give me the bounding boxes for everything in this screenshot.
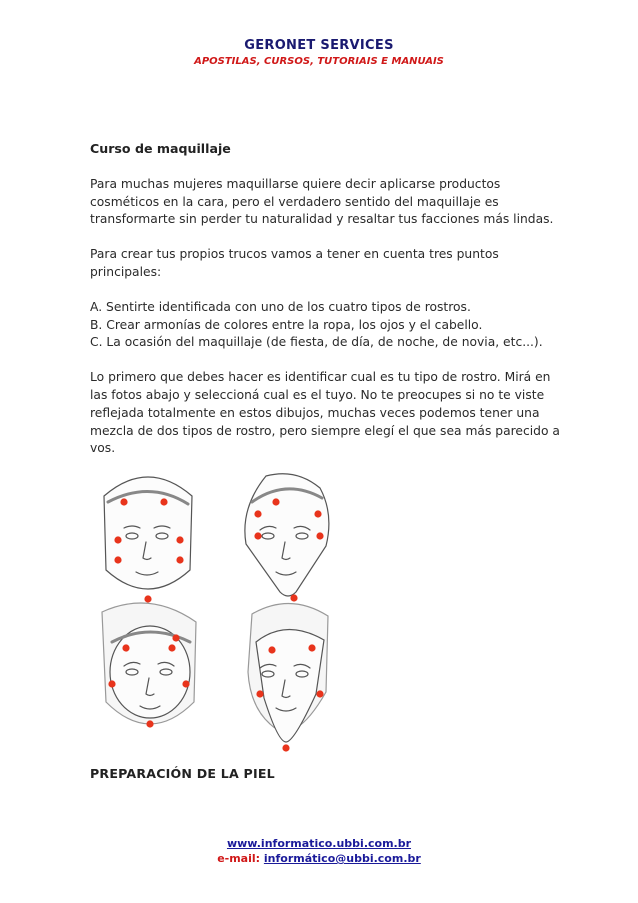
paragraph-intro: Para muchas mujeres maquillarse quiere decir aplicarse productos cosméticos en la cara, pero el verdadero sentido del maquillaje es transformarte sin perder tu naturalidad y resaltar tus facciones más lindas. xyxy=(90,176,554,227)
main-content xyxy=(90,140,560,475)
face-types-icon xyxy=(90,462,358,762)
list-item: C. La ocasión del maquillaje (de fiesta, de día, de noche, de novia, etc...). xyxy=(90,335,543,350)
face-square-icon xyxy=(104,477,192,589)
paragraph-points: Para crear tus propios trucos vamos a tener en cuenta tres puntos principales: xyxy=(90,247,499,279)
list-item: A. Sentirte identificada con uno de los cuatro tipos de rostros. xyxy=(90,299,471,314)
section-title-skin-prep: PREPARACIÓN DE LA PIEL xyxy=(90,766,275,781)
email-link[interactable]: informático@ubbi.com.br xyxy=(263,852,421,865)
page-footer xyxy=(0,836,638,866)
list-item: B. Crear armonías de colores entre la ropa, los ojos y el cabello. xyxy=(90,317,483,332)
section-title: Curso de maquillaje xyxy=(90,141,231,156)
face-types-illustration xyxy=(90,462,358,762)
face-round-icon xyxy=(102,603,196,724)
email-label: e-mail xyxy=(217,852,256,865)
face-heart-icon xyxy=(248,603,328,742)
website-link[interactable]: www.informatico.ubbi.com.br xyxy=(226,837,412,850)
points-list xyxy=(90,299,560,352)
header-title: GERONET SERVICES xyxy=(244,38,394,53)
header-subtitle: APOSTILAS, CURSOS, TUTORIAIS E MANUAIS xyxy=(194,56,444,67)
paragraph-face-type: Lo primero que debes hacer es identificar cual es tu tipo de rostro. Mirá en las fotos abajo y seleccioná cual es el tuyo. No te preocupes si no te viste reflejada totalmente en estos dibujos, muchas veces podemos tener una mezcla de dos tipos de rostro, pero siempre elegí el que sea más parecido a vos. xyxy=(90,370,560,456)
email-separator: : xyxy=(255,852,261,865)
